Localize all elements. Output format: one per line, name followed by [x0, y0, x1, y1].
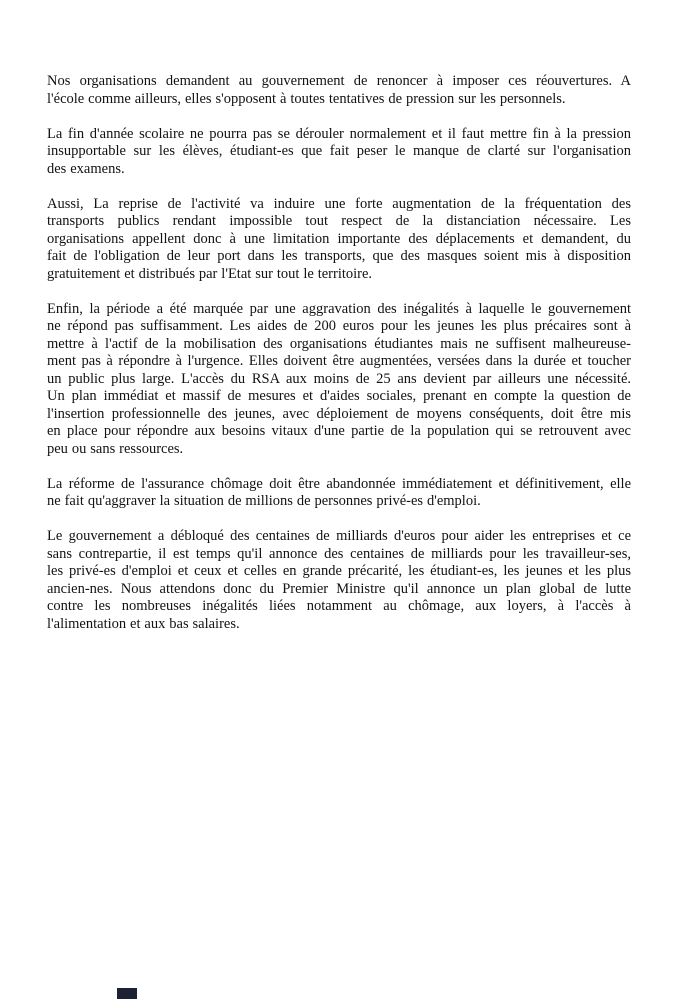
- text-line: ment pas à répondre à l'urgence. Elles doivent être augmentées, versées dans la durée et toucher: [47, 353, 631, 369]
- text-line: Un plan immédiat et massif de mesures et d'aides sociales, prenant en compte la question de: [47, 388, 631, 404]
- text-line: mettre à l'actif de la mobilisation des organisations étudiantes mais ne suffisent malheureuse-: [47, 335, 631, 352]
- text-line: ne fait qu'aggraver la situation de millions de personnes privé-es d'emploi.: [47, 493, 481, 509]
- text-line: les privé-es d'emploi et ceux et celles en grande précarité, les étudiant-es, les jeunes et les plus: [47, 563, 631, 579]
- text-line: transports publics rendant impossible tout respect de la distanciation nécessaire. Les: [47, 213, 631, 229]
- text-line: l'école comme ailleurs, elles s'opposent à toutes tentatives de pression sur les personnels.: [47, 90, 566, 107]
- text-line: ancien-nes. Nous attendons donc du Premier Ministre qu'il annonce un plan global de lutte: [47, 580, 631, 597]
- text-line: l'insertion professionnelle des jeunes, avec déploiement de moyens conséquents, doit être mis: [47, 405, 631, 422]
- text-line: peu ou sans ressources.: [47, 440, 184, 457]
- text-line: en place pour répondre aux besoins vitaux d'une partie de la population qui se retrouvent avec: [47, 423, 631, 439]
- text-line: un public plus large. L'accès du RSA aux moins de 25 ans devient par ailleurs une nécessité.: [47, 370, 631, 387]
- text-line: gratuitement et distribués par l'Etat sur tout le territoire.: [47, 265, 373, 282]
- paragraph: [47, 476, 631, 511]
- text-line: fait de l'obligation de leur port dans les transports, que des masques soient mis à disposition: [47, 248, 631, 264]
- paragraph: [47, 196, 631, 284]
- text-line: ne répond pas suffisamment. Les aides de 200 euros pour les jeunes les plus précaires sont à: [47, 318, 631, 334]
- page-bottom-artifact: [117, 988, 137, 999]
- paragraph: [47, 301, 631, 459]
- document-text: [47, 73, 631, 651]
- paragraph: [47, 73, 631, 108]
- text-line: sans contrepartie, il est temps qu'il annonce des centaines de milliards pour les travailleur-ses,: [47, 545, 631, 562]
- text-line: Enfin, la période a été marquée par une aggravation des inégalités à laquelle le gouvernement: [47, 300, 631, 317]
- text-line: La fin d'année scolaire ne pourra pas se dérouler normalement et il faut mettre fin à la pression: [47, 125, 631, 142]
- text-line: contre les nombreuses inégalités liées notamment au chômage, aux loyers, à l'accès à: [47, 598, 631, 614]
- text-line: insupportable sur les élèves, étudiant-es que fait peser le manque de clarté sur l'organisation: [47, 143, 631, 159]
- text-line: Aussi, La reprise de l'activité va induire une forte augmentation de la fréquentation des: [47, 195, 631, 212]
- text-line: Le gouvernement a débloqué des centaines de milliards d'euros pour aider les entreprises et ce: [47, 528, 631, 544]
- text-line: l'alimentation et aux bas salaires.: [47, 615, 240, 632]
- paragraph: [47, 126, 631, 179]
- paragraph: [47, 528, 631, 633]
- text-line: La réforme de l'assurance chômage doit être abandonnée immédiatement et définitivement, elle: [47, 475, 631, 492]
- text-line: des examens.: [47, 160, 125, 177]
- text-line: Nos organisations demandent au gouvernement de renoncer à imposer ces réouvertures. A: [47, 73, 631, 89]
- text-line: organisations appellent donc à une limitation importante des déplacements et demandent, du: [47, 230, 631, 247]
